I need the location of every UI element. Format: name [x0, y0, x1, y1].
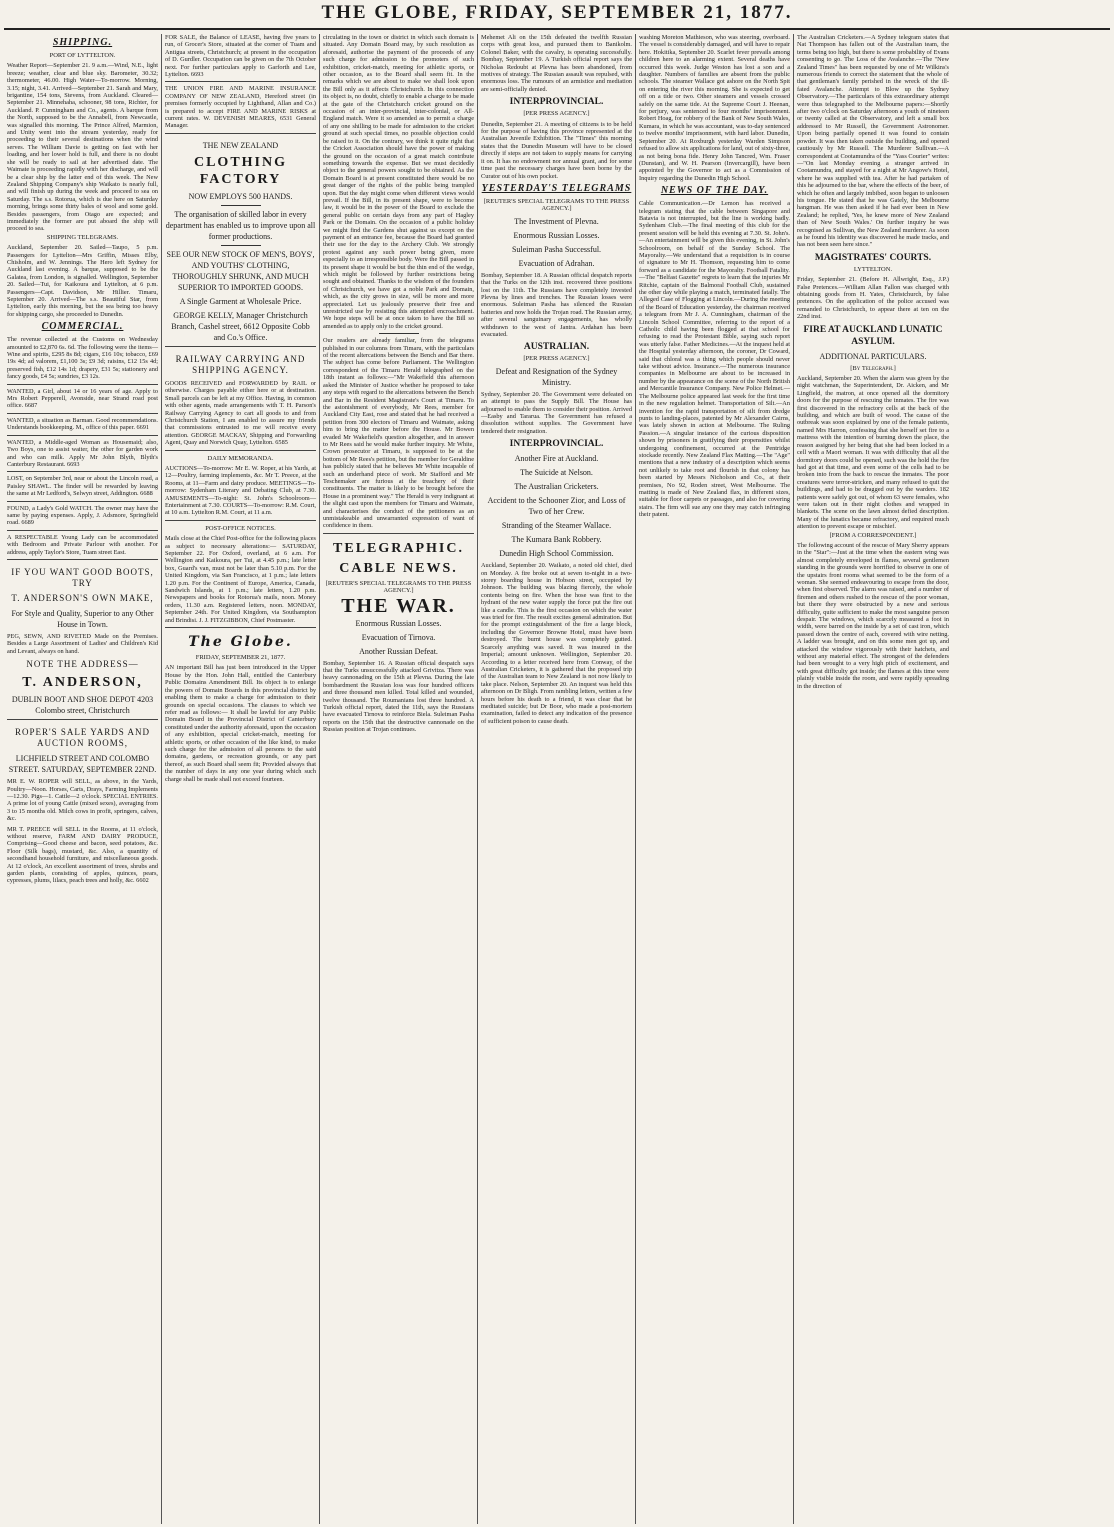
australian-headline: Defeat and Resignation of the Sydney Ministry.	[495, 366, 618, 387]
correspondent-note: [FROM A CORRESPONDENT.]	[829, 531, 917, 539]
reuters-note: [REUTER'S SPECIAL TELEGRAMS TO THE PRESS AGENCY.]	[483, 197, 630, 213]
interprovincial-text: Dunedin, September 21. A meeting of citizens is to be held for the purpose of having this province represented at the Australian Juvenile Exhibition. The "Times" this morning states that the Dunedin Museum will have to be closed directly if steps are not taken to supply means for carrying it on. It has no endowment nor annual grant, and for some time past the necessary charges have been borne by the Curator out of his own pocket.	[481, 120, 634, 180]
insurance-advert: THE UNION FIRE AND MARINE INSURANCE COMPANY OF NEW ZEALAND, Hereford street (in premises formerly occupied by Lighthand, Allan and Co.) is prepared to accept FIRE AND MARINE RISKS at current rates. W. DEVENISH MEARES, 6531 General Manager.	[165, 81, 316, 129]
ip-headline-1: Another Fire at Auckland.	[514, 454, 599, 464]
telegram-headline-4: Evacuation of Adrahan.	[518, 258, 595, 268]
roper-subtitle: LICHFIELD STREET AND COLOMBO STREET. SATURDAY, SEPTEMBER 22ND.	[8, 754, 157, 775]
divider	[379, 333, 419, 334]
masthead: THE GLOBE, FRIDAY, SEPTEMBER 21, 1877.	[321, 2, 793, 23]
classified-ad: WANTED, a Girl, about 14 or 16 years of age. Apply to Mrs Robert Pepperell, Avonside, near Strand road post office. 6687	[7, 384, 158, 410]
column-1	[4, 34, 162, 1524]
war-text-continued: Mehemet Ali on the 15th defeated the twelfth Russian corps with great loss, and pursued them to Banikolm. Colonel Baker, with the cavalry, is operating successfully. Bombay, September 19. A Turkish official report says the Nicholas Redoubt at Plevna has been abandoned, from motives of strategy. The Russian assault was repulsed, with enormous loss. The rumours of an armistice and mediation are semi-officially denied.	[481, 34, 634, 93]
column-2	[162, 34, 320, 1524]
fire-asylum-subheading: ADDITIONAL PARTICULARS.	[819, 351, 927, 361]
clothing-factory-advert	[165, 133, 316, 343]
cf-line-3: NOW EMPLOYS 500 HANDS.	[188, 191, 293, 201]
interprovincial-heading-2: INTERPROVINCIAL.	[509, 439, 604, 450]
cf-line-4: The organisation of skilled labor in every department has enabled us to improve upon all former productions.	[165, 209, 316, 241]
news-continued: The Australian Cricketers.—A Sydney telegram states that Nat Thompson has fallen out of the Australian team, the terms being too high, but there is some probability of Evans consenting to go. The Loss of the Avalanche.—The "New Zealand Times" has been requested by one of Mr Wilkins's numerous friends to correct the statement that the whole of that gentleman's family perished in the wreck of the ill-fated Avalanche. Attempt to Blow up the Sydney Observatory.—The particulars of this extraordinary attempt were thus telegraphed to the Melbourne papers:—Shortly after two o'clock on Saturday afternoon a youth of nineteen or twenty called at the Observatory, and left a small box addressed to Mr Russell, the Government Astronomer. Upon being partially opened it was found to contain powder. It was then taken outside the building, and opened cautiously by Mr Russell. The Murderer Sullivan.—A correspondent at Cootamundra of the "Yass Courier" writes:—"On last Monday evening a stranger arrived in Cootamundra, and stayed for a night at Mr Angove's Hotel, where he was supplied with tea. After he had partaken of this he adjourned to the bar, where the effects of the beer, of which he often and largely imbibed, soon began to unloosen his tongue. He stated that he was Gately, the Melbourne hangman. He was then asked if he had ever been in New Zealand; he replied, 'Yes, he knew more of New Zealand than of New South Wales.' On further inquiry he was recognised as Sullivan, the New Zealand murderer. As soon as he found his identity was discovered he made tracks, and has not been seen here since."	[797, 34, 951, 249]
page-columns	[4, 34, 1110, 1524]
column-5	[636, 34, 794, 1524]
commercial-heading: COMMERCIAL.	[41, 321, 124, 333]
telegram-text: Bombay, September 18. A Russian official despatch reports that the Turks on the 12th inst. recovered three positions lost on the 11th. The Russians have completely invested Plevna by lines and trenches. The Russian losses were enormous. Suleiman Pasha has silenced the Russian batteries and now holds the Trojan road. The Russian army, after several sanguinary engagements, has wholly withdrawn to the west of Jantra. Ardahan has been evacuated.	[481, 271, 634, 338]
ip-headline-4: Accident to the Schooner Zior, and Loss of Two of her Crew.	[487, 496, 626, 517]
column-6	[794, 34, 952, 1524]
telegram-headline-1: The Investment of Plevna.	[514, 216, 599, 226]
interprovincial-text-2: Auckland, September 20. Waikato, a noted old chief, died on Monday. A fire broke out at seven to-night in a two-storey boarding house in Hobson street, occupied by Johnson. The building was blazing fiercely, the whole contents being on fire. When the hose was first to the hydrant of the new water supply the force put the fire out like a candle. This is the first occasion on which the water was tried for fire. The result excites general admiration. But for the prompt extinguishment of the fire a large block, including the Governor Browne Hotel, must have been destroyed. The burnt house was completely gutted. Scarcely anything was saved. It was insured in the Imperial; amount unknown. Wellington, September 20. According to a letter received here from Conway, of the Australian Cricketers, it is gathered that the proposed trip of the Australian team to New Zealand is not now likely to take place. Nelson, September 20. An inquest was held this afternoon on Dr Bligh. From rambling letters, written a few hours before his death to a friend, it was clear that he meditated suicide; but Dr Boor, who made a post-mortem examination, failed to detect any indication of the presence of sufficient poison to cause death.	[481, 562, 634, 725]
cf-line-6: A Single Garment at Wholesale Price.	[179, 296, 302, 306]
cf-line-5: SEE OUR NEW STOCK OF MEN'S, BOYS', AND YOUTHS' CLOTHING, THOROUGHLY SHRUNK, AND MUCH SUPERIOR TO IMPORTED GOODS.	[166, 249, 315, 292]
ip-headline-2: The Suicide at Nelson.	[520, 468, 593, 478]
commercial-text: The revenue collected at the Customs on Wednesday amounted to £2,870 6s. 6d. The following were the items—Wine and spirits, £295 8s 8d; cigars, £16 10s; tobacco, £69 19s 4d; ad valorem, £1,100 3s; £9 3d; raisins, £12 15s 4d; preserved fish, £12 14s 1d; drapery, £31 5s; stationery and fancy goods, £4 5s; sundries, £3 12s.	[7, 336, 160, 381]
ip-headline-5: Stranding of the Steamer Wallace.	[501, 521, 612, 531]
editorial-timaru: Our readers are already familiar, from the telegrams published in our columns from Timaru, with the particulars of the recent altercations between the Bench and Bar there. The subject has come before Parliament. The Wellington correspondent of the Timaru Herald telegraphed on the 18th instant as follows:—"Mr Wakefield this afternoon asked the Minister of Justice whether he proposed to take any steps with regard to the altercations between the Bench and Bar in the Resident Magistrate's Court at Timaru. To the astonishment of everybody, Mr Rees, member for Auckland City East, rose and stated that he had received a petition from 300 electors of Timaru and Waimate, asking him to bring the matter before the House. Mr Bowen evaded Mr Wakefield's question altogether, and in answer to Mr Rees said he would make further inquiry. Mr White, Crown prosecutor at Timaru, is supposed to be at the bottom of Mr Rees's petition, but the member for Geraldine has publicly stated that he believes Mr White incapable of such an underhand piece of work. Mr Stafford and Mr Teschemaker are furious at the treachery of their constituents. The matter is likely to be brought before the House in a prominent way." The Herald is very indignant at the slight cast upon the members for Timaru and Waimate, and characterises the conduct of the petitioners as an unmistakeable and unwarranted expression of want of confidence in them.	[323, 337, 476, 530]
railway-title: RAILWAY CARRYING AND SHIPPING AGENCY.	[175, 353, 306, 375]
shipping-telegrams-heading: SHIPPING TELEGRAMS.	[46, 233, 119, 241]
war-headline-1: Enormous Russian Losses.	[355, 618, 442, 628]
editorial-date: FRIDAY, SEPTEMBER 21, 1877.	[195, 654, 286, 662]
boots-line-5: NOTE THE ADDRESS—	[26, 659, 139, 670]
railway-text: GOODS RECEIVED and FORWARDED by RAIL or otherwise. Charges payable either here or at destination. Small parcels can be left at my Office. Having, in common with other agents, made arrangements with T. H. Parson's Railway Carrying Agency to cart all goods to and from Christchurch Station, I am enabled to assure my friends that commissions entrusted to me will receive every attention. GEORGE MACKAY, Shipping and Forwarding Agent, Quay and Norwich Quay, Lyttelton. 6585	[165, 379, 318, 447]
telegraphic-heading: TELEGRAPHIC.	[333, 540, 464, 556]
divider	[221, 205, 261, 206]
memoranda-text: AUCTIONS—To-morrow: Mr E. W. Roper, at his Yards, at 12—Poultry, farming implements, &c. Mr T. Preece, at the Rooms, at 11—Farm and dairy produce. MEETINGS—To-morrow: Sydenham Literary and Debating Club, at 7.30. AMUSEMENTS—To-night: St. John's Schoolroom—Entertainment at 7.30. COURTS—To-morrow: R.M. Court, at 10 a.m. Lyttelton R.M. Court, at 11 a.m.	[165, 464, 318, 517]
boots-line-2: T. ANDERSON'S OWN MAKE,	[11, 592, 154, 603]
roper-sale-2: MR T. PREECE will SELL in the Rooms, at 11 o'clock, without reserve, FARM AND DAIRY PRODUCE, Comprising—Good cheese and bacon, seed potatoes, &c. Floor (Silk bags), mustard, &c. Also, a quantity of secondhand household furniture, and miscellaneous goods. At 12 o'clock, An excellent assortment of trees, shrubs and garden plants, consisting of apples, quinces, pears, cypresses, plums, lilacs, peach trees and holly, &c. 6602	[7, 825, 160, 885]
press-agency-note: [PER PRESS AGENCY.]	[523, 355, 590, 363]
classified-ad: A RESPECTABLE Young Lady can be accommodated with Bedroom and Private Parlour with another. For address, apply Taylor's Store, Tuam street East.	[7, 530, 158, 556]
correspondent-text: The following account of the rescue of Mary Sherry appears in the "Star":—Just at the time when the eastern wing was almost completely enveloped in flames, several gentlemen standing in the grounds were horrified to observe in one of the upstairs front rooms what seemed to be the form of a woman. She seemed endeavouring to escape from the door, when first observed. The alarm was raised, and a number of firemen and others rushed to the rescue of the poor woman, but there they were obstructed by a new and serious difficulty, quite sufficient to make the most sanguine person despair. The windows, which scarcely measured a foot in width, were barred on the inside by a set of cast iron, which passed down the centre of each, covered with wire netting. A ladder was brought, and on this some men got up, and attacked the window vigorously with their hatchets, and without any material effect. The strongest of the defenders had been wrought to a very high pitch of excitement, and with great difficulty got inside; the flames at this time were plainly visible inside the room, and were rapidly spreading in the direction of	[797, 541, 951, 690]
editorial-continued: circulating in the town or district in which such domain is situated. Any Domain Board may, by such resolution as aforesaid, authorise the payment of the proceeds of any such charge for admission to the promoters of such exhibition, cricket-match, meeting for athletic sports, or other occasion, as to the Board shall seem fit. In the remarks which we are about to make we shall look upon the Bill only as it affects Christchurch. In this connection its object is, no doubt, chiefly to enable a charge to be made at the gate of the Christchurch cricket ground on the occasion of an inter-provincial, inter-colonial, or All-England match. Were it so amended as to permit a charge of any one shilling to be made for admission to the cricket ground at such special times, no possible objection could be raised to it. On the contrary, we think it quite right that the Cricket Association should have the power of making the ground on the occasion of a great match contribute something towards the expense. But we must decidedly object to the general powers sought to be obtained. As the Domain Board is at present constituted there would be no great danger of the rights of the public being trampled upon. But the day might come when different views would prevail. If the Bill, in its present shape, were to become law, it would be in the power of the Board to exclude the general public on certain days from any part of Hagley Park or the Domain. On the occasion of a public holiday we might find the Gardens shut against us except on the payment of an entrance fee, because the Board had granted their use for the day to the Archery Club. We strongly protest against any such power being given, more especially to an irresponsible body. Were the Bill passed in its present shape it would be but the thin end of the wedge, which might be followed by further restrictions being sought and obtained. Thanks to the wisdom of the founders of Christchurch, we have got a noble Park and Domain, which, as the city grows in size, will be more and more appreciated. Let us jealously preserve their free and unrestricted use by resisting this attempted encroachment. We hope steps will be at once taken to have the Bill so amended as to apply only to the cricket ground.	[323, 34, 476, 330]
ip-headline-7: Dunedin High School Commission.	[499, 549, 614, 559]
fire-asylum-heading: FIRE AT AUCKLAND LUNATIC ASYLUM.	[803, 324, 943, 347]
ip-headline-3: The Australian Cricketers.	[514, 482, 599, 492]
fire-asylum-text: Auckland, September 20. When the alarm was given by the night watchman, the Superintendent, Dr. Aicken, and Mr Lingfield, the matron, at once opened all the dormitory doors for the purpose of rescuing the inmates. The fire was first discovered in the refractory cells at the back of the building, and which are built of wood. The cause of the outbreak was soon explained by one of the female patients, named Mrs Harron, confessing that she herself set fire to a mattress with the intention of burning down the place, the reason assigned by her being that she had been locked in a cell with a Maori woman. It was with difficulty that all the dormitory doors could be opened, such was the hold the fire had got at that time, and even some of the cells had to be broken into from the back to rescue the inmates. The poor creatures were terror-stricken, and many refused to quit the buildings, and had to be dragged out by the warders. 182 patients were safely got out, of whom 63 were females, who were taken out in their night clothes and wrapped in blankets. The scene on the lawn almost defied description. Many of the lunatics became refractory, and required much attention to prevent escape or mischief.	[797, 375, 951, 531]
cf-line-7: GEORGE KELLY, Manager Christchurch Branch, Cashel street, 6612 Opposite Cobb and Co.'s Office.	[171, 310, 310, 342]
column-3	[320, 34, 478, 1524]
masthead-rule	[4, 28, 1110, 30]
cable-news-heading: CABLE NEWS.	[339, 560, 458, 576]
telegram-headline-2: Enormous Russian Losses.	[513, 230, 600, 240]
boots-line-6: T. ANDERSON,	[22, 675, 143, 691]
roper-title: ROPER'S SALE YARDS AND AUCTION ROOMS,	[14, 727, 151, 749]
cf-line-2: CLOTHING FACTORY	[193, 154, 287, 187]
cf-line-1: THE NEW ZEALAND	[202, 140, 279, 150]
magistrates-heading: MAGISTRATES' COURTS.	[814, 252, 932, 263]
shipping-telegrams-text: Auckland, September 20. Sailed—Taupo, 5 p.m. Passengers for Lyttelton—Mrs Griffin, Misses Elby, Chisholm, and W. Jennings. The Hero left Sydney for Auckland last evening. A barque, supposed to be the Galatea, from London, is signalled. Wellington, September 20. Sailed—Tui, for Kaikoura and Lyttelton, at 6 p.m. Passengers—Capt. Davidson, Mr Hillier. Timaru, September 20. Arrived—The s.s. Beautiful Star, from Lyttelton, early this morning, but the sea being too heavy for shipping cargo, she proceeded to Dunedin.	[7, 244, 160, 318]
shipping-text: Weather Report—September 21. 9 a.m.—Wind, N.E., light breeze; weather, clear and blue sky. Barometer, 30.32; thermometer, 46.00. High Water—To-morrow. Morning, 3.15; night, 3.41. Arrived—September 21. Sarah and Mary, brigantine, 154 tons, Stevens, from Auckland. Cleared—September 21. Minnehaha, schooner, 98 tons, Richter, for Auckland. P. Cunningham and Co., agents. A barque from the North, supposed to be the Annabell, from Newcastle, was signalled this morning. The Prince Alfred, Marmion, and Unity went into the stream yesterday, ready for proceeding to their several destinations when the wind serves. The William Davie is getting on fast with her loading, and her lower hold is full, and there is no doubt she will be ready to sail at her advertised date. The Waimate is proceeding rapidly with her discharge, and will be a clear ship by the latter end of this week. The New Zealand Shipping Company's ship Waikato is nearly full, and will finish up during the week and proceed to sea on Saturday. The s.s. Rotorua, which is due here on Saturday morning, brings some thirty bales of wool and some gold. Besides passengers, from Otago are expected; and immediately the former are put aboard the ship will proceed to sea.	[7, 62, 160, 233]
press-agency-note: [PER PRESS AGENCY.]	[523, 110, 590, 118]
post-office-text: Mails close at the Chief Post-office for the following places as subject to necessary alterations:— SATURDAY, September 22. For Oxford, overland, at 6 a.m. For Wellington and Kaikoura, per Tui, at 4.45 p.m.; late letter box, Guard's van, must not be later than 5.10 p.m. For the United Kingdom, via San Francisco, at 1 p.m.; late letters 1.20 p.m. For the Continent of Europe, America, Canada, Sandwich Islands, at 1 p.m.; late letters, 1.20 p.m. Newspapers and books for Rotorua's mails, noon. Money orders, 11.30 a.m. Registered letters, noon. MONDAY, September 24th. For United Kingdom, via Southampton and Brindisi. J. J. FITZGIBBON, Chief Postmaster.	[165, 535, 318, 624]
news-of-the-day-heading: NEWS OF THE DAY.	[660, 185, 769, 197]
boots-line-4: PEG, SEWN, AND RIVETED Made on the Premises. Besides a Large Assortment of Ladies' and Children's Kid and Levant, always on hand.	[7, 632, 160, 655]
telegraphic-section	[323, 533, 474, 734]
lease-advert: FOR SALE, the Balance of LEASE, having five years to run, of Grocer's Store, situated at the corner of Tuam and Antigua streets, Christchurch; at present in the occupation of D. Gurdler. Occupation can be given on the 7th October next. For further particulars apply to Garforth and Lee, Lyttelton. 6693	[165, 34, 318, 79]
port-subheading: PORT OF LYTTELTON.	[49, 52, 116, 59]
telegram-headline-3: Suleiman Pasha Successful.	[511, 244, 602, 254]
reuters-note: [REUTER'S SPECIAL TELEGRAMS TO THE PRESS AGENCY.]	[325, 579, 472, 595]
war-headline-2: Evacuation of Tirnova.	[361, 632, 436, 642]
roper-sale-1: MR E. W. ROPER will SELL, as above, in the Yards, Poultry—Noon. Horses, Carts, Drays, Farming Implements—12.30. Pigs—1. Cattle—2 o'clock. SPECIAL ENTRIES. A prime lot of young Cattle (mixed sexes), averaging from 3 to 15 months old. Milch cows in profit, springers, calves, &c.	[7, 778, 160, 823]
magistrates-text: Friday, September 21. (Before H. Allwright, Esq., J.P.) False Pretences.—William Allan Fallon was charged with obtaining goods from H. Yates, Christchurch, by false pretences. On the application of the police accused was remanded to Christchurch, to appear there at ten on the 22nd inst.	[797, 276, 951, 321]
classified-ad: WANTED, a Middle-aged Woman as Housemaid; also, Two Boys, one to assist waiter, the other for garden work and who can milk. Apply Mr John Blyth, Blyth's Canterbury Restaurant. 6693	[7, 435, 158, 469]
paper-title: The Globe.	[188, 634, 293, 651]
boots-line-7: DUBLIN BOOT AND SHOE DEPOT 4203 Colombo street, Christchurch	[11, 695, 154, 716]
classified-ad: WANTED, a situation as Barman. Good recommendations. Understands bookkeeping. M., office of this paper. 6691	[7, 413, 158, 432]
daily-memoranda	[165, 450, 316, 517]
war-heading: THE WAR.	[341, 594, 456, 617]
roper-advert	[7, 719, 158, 885]
magistrates-subheading: LYTTELTON.	[853, 265, 893, 273]
war-text: Bombay, September 16. A Russian official despatch says that the Turks unsuccessfully attacked Grivitza. There was heavy cannonading on the 15th at Plevna. During the late bombardment the Russian loss was four hundred officers and three thousand men killed. Total killed and wounded, twelve thousand. The Roumanians lost three hundred. A Turkish official report, dated the 11th, says the Russians have evacuated Tirnova to reinforce Biela. Suleiman Pasha reports on the 15th that the destructive cannonade on the Russian position at Trojan continues.	[323, 659, 476, 734]
divider	[221, 245, 261, 246]
classified-ad: LOST, on September 3rd, near or about the Lincoln road, a Paisley SHAWL. The finder will be rewarded by leaving the same at Mr Ledford's, Selwyn street, Addington. 6688	[7, 471, 158, 497]
australian-text: Sydney, September 20. The Government were defeated on an attempt to pass the Supply Bill. The House has adjourned to enable them to consider their position. Arrived—Easby and Tararua. The Government has refused a dissolution without supplies. The Government have tendered their resignation.	[481, 390, 634, 435]
boots-advert	[7, 559, 158, 716]
shipping-heading: SHIPPING.	[52, 37, 113, 48]
editorial	[165, 627, 316, 783]
news-of-the-day-text: Cable Communication.—Dr Lemon has received a telegram stating that the cable between Singapore and Batavia is not interrupted, but the line is working badly. Sydenham Club.—The final meeting of this club for the present session will be held this evening at 7.30. St. John's.—An entertainment will be given this evening, in St. John's Schoolroom, on behalf of the Sunday School. The Mayoralty.—We understand that a requisition is in course of signature to Mr H. Thomson, requesting him to come forward as a candidate for the Mayoralty. Football Fatality.—The "Belfast Gazette" regrets to learn that the injuries Mr Ritchie, captain of the Balmoral Football Club, sustained the other day while playing a match, terminated fatally. The Alleged Case of Flogging at Lincoln.—During the meeting of the Board of Education yesterday, the chairman received a telegram from Mr J. A. Cunningham, chairman of the Lincoln School Committee, referring to the report of a Catholic child having been flogged at that school for refusing to read the Protestant Bible, saying such report was utterly false. Father Medicines.—At the inquest held at the Hospital yesterday afternoon, the coroner, Dr Coward, said that chloral was a thing which people should never take without advice. Insurance.—The numerous insurance companies in Melbourne are about to be increased in number by the appearance on the scene of the North British and Mercantile Insurance Company. New Police Helmet.—The Melbourne police appeared last week for the first time in the new regulation helmet. Transportation of Silt.—An invention for the rapid transportation of silt from dredge punts to landing-places, patented by Mr Alexander Cairns, was lately shown in action at Melbourne. The Ruling Passion.—A singular instance of the curious disposition shown by prisoners in gratifying their propensities whilst undergoing confinement, occurred at the Pentridge stockade recently. New Zealand Flax Matting.—The "Age" mentions that a new industry of a description which seems not unlikely to take root and flourish in that colony has been started by Messrs Nicholson and Co., at their premises, No 92, Roden street, West Melbourne. The matting is made of New Zealand flax, in different sizes, suitable for floor carpets or passages, and also for covering stairs. The firm will sue any one they may catch infringing their patent.	[639, 200, 792, 519]
post-office-notices	[165, 520, 316, 624]
australian-heading: AUSTRALIAN.	[523, 342, 590, 353]
classified-ad: FOUND, a Lady's Gold WATCH. The owner may have the same by paying expenses. Apply, J. Adsmore, Springfield road. 6689	[7, 501, 158, 527]
boots-line-1: IF YOU WANT GOOD BOOTS, TRY	[11, 566, 154, 588]
memoranda-heading: DAILY MEMORANDA.	[207, 454, 274, 462]
boots-line-3: For Style and Quality, Superior to any Other House in Town.	[11, 608, 154, 629]
editorial-text: AN important Bill has just been introduced in the Upper House by the Hon. John Hall, entitled the Canterbury Public Domains Amendment Bill. Its object is to enlarge the powers of Domain Boards in this provincial district by enabling them to make a charge for admission to their grounds on special occasions. The clauses to which we refer read as follows:— It shall be lawful for any Public Domain Board in the Provincial District of Canterbury constituted under the authority aforesaid, upon the occasion of any exhibition, special cricket-match, meeting for athletic sports, or other occasion of the like kind, to make such charge for the admission of all persons to the said domains, gardens, or recreation grounds, or any part thereof, as such Board shall seem fit; Provided always that the number of days in any one year during which such charge shall be made shall not exceed fourteen.	[165, 664, 318, 783]
interprovincial-heading: INTERPROVINCIAL.	[509, 97, 604, 108]
column-4	[478, 34, 636, 1524]
yesterdays-telegrams-heading: YESTERDAY'S TELEGRAMS	[481, 182, 632, 194]
war-headline-3: Another Russian Defeat.	[359, 646, 438, 656]
post-office-heading: POST-OFFICE NOTICES.	[205, 524, 276, 532]
interprovincial-continued: washing Moreton Mathieson, who was steering, overboard. The vessel is considerably damaged, and will have to repair here. Hokitika, September 20. Scarlet fever prevails among children here to an alarming extent. Several deaths have occurred this week. Judge Weston has lost a son and a daughter. Numbers of families are absent from the public schools. The steamer Wallace got ashore on the North Spit on entering the river this morning. She is expected to get off on a tide or two. Other steamers and vessels crossed safely on the same tide. At the Supreme Court J. Heenan, for perjury, was sentenced to four months' imprisonment. Robert Hoag, for robbery of the Bank of New South Wales, Kumara, in which he was accountant, was to-day sentenced to twelve months' imprisonment, with hard labor. Dunedin, September 20. At Roxburgh yesterday Warden Simpson refused to allow six applications for land, out of sixty-three, as not being bona fide. Henry John Tancred, Wm. Fraser (Dunstan), and W. H. Pearson (Invercargill), have been appointed by the Governor to act as a Commission of Inquiry regarding the Dunedin High School.	[639, 34, 792, 182]
railway-advert	[165, 346, 316, 447]
by-telegraph-note: [By Telegraph.]	[850, 364, 896, 372]
ip-headline-6: The Kumara Bank Robbery.	[511, 535, 602, 545]
